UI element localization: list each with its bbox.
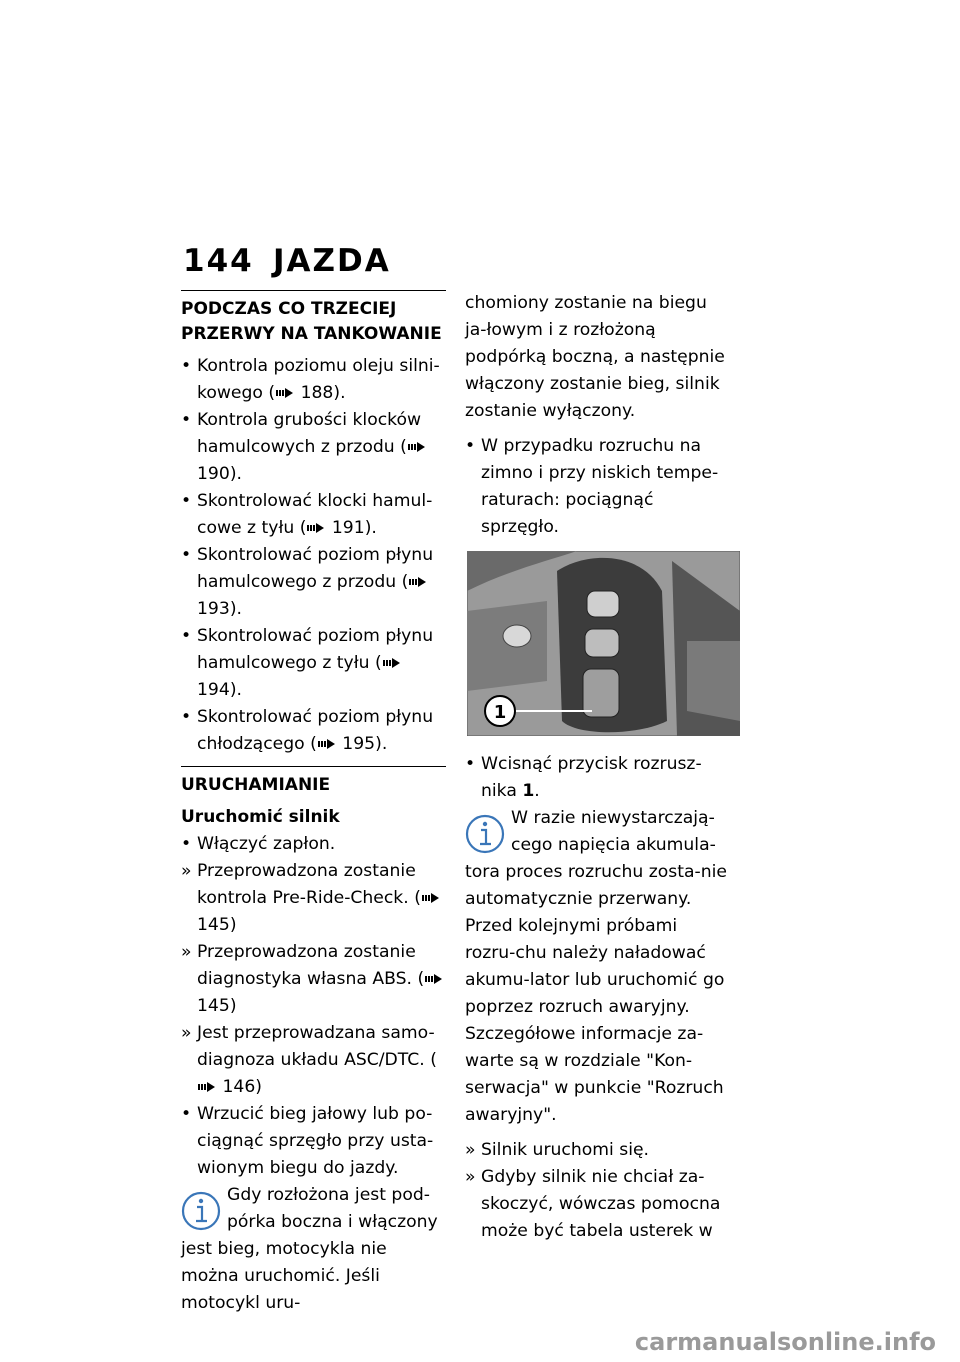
list-item <box>181 831 446 858</box>
list-item <box>181 1101 446 1182</box>
arrow-right-icon <box>306 522 326 534</box>
info-icon <box>465 813 505 855</box>
arrow-right-icon <box>382 657 402 669</box>
item-punct: ). <box>229 599 242 619</box>
item-punct: ) <box>255 1077 262 1097</box>
handlebar-switch-photo <box>467 551 740 736</box>
subsection-title: Uruchomić silnik <box>181 807 340 827</box>
bullet: • <box>181 626 192 646</box>
item-text: Skontrolować poziom płynu hamulcowego z tyłu ( <box>197 626 434 673</box>
note-battery <box>465 805 730 1129</box>
arrow-right-icon <box>317 738 337 750</box>
list-item <box>465 1164 730 1245</box>
item-text: Wrzucić bieg jałowy lub po-ciągnąć sprzęgło przy usta-wionym biegu do jazdy. <box>197 1104 434 1178</box>
page-header <box>183 243 391 279</box>
item-text: W przypadku rozruchu na zimno i przy niskich tempe-raturach: pociągnąć sprzęgło. <box>481 436 719 537</box>
bullet: • <box>181 356 192 376</box>
bullet: • <box>181 545 192 565</box>
bullet: • <box>181 410 192 430</box>
item-punct: ). <box>333 383 346 403</box>
list-item <box>181 858 446 939</box>
item-text: Wcisnąć przycisk rozrusz-nika <box>481 754 702 801</box>
section-rule <box>181 290 446 291</box>
right-column <box>465 290 730 1245</box>
list-item <box>465 1137 730 1164</box>
item-punct: ). <box>229 464 242 484</box>
item-text: Silnik uruchomi się. <box>481 1140 650 1160</box>
item-text: Kontrola grubości klocków hamulcowych z przodu ( <box>197 410 422 457</box>
page-ref[interactable]: 190 <box>197 464 230 484</box>
bullet: • <box>465 436 476 456</box>
item-text: Skontrolować poziom płynu hamulcowego z przodu ( <box>197 545 434 592</box>
item-punct: ). <box>375 734 388 754</box>
chapter-title: JAZDA <box>273 243 391 279</box>
item-punct: ). <box>364 518 377 538</box>
page-ref[interactable]: 194 <box>197 680 230 700</box>
item-punct: ) <box>229 915 237 935</box>
list-item <box>181 704 446 758</box>
list-item <box>181 488 446 542</box>
page-ref[interactable]: 188 <box>300 383 334 403</box>
watermark: carmanualsonline.info <box>634 1328 936 1356</box>
list-item <box>465 433 730 541</box>
arrow-right-icon <box>408 576 428 588</box>
list-item <box>181 407 446 488</box>
item-ref: 1 <box>522 781 535 801</box>
item-text: Gdyby silnik nie chciał za-skoczyć, wówczas pomocna może być tabela usterek w <box>481 1167 721 1241</box>
page-ref[interactable]: 191 <box>331 518 365 538</box>
note-text: Gdy rozłożona jest pod-pórka boczna i włączony jest bieg, motocykla nie można uruchomić. Jeśli motocykl uru- <box>181 1185 438 1313</box>
item-text: Kontrola poziomu oleju silni-kowego ( <box>197 356 440 403</box>
arrow-right-icon <box>197 1081 217 1093</box>
continued-text: chomiony zostanie na biegu ja-łowym i z rozłożoną podpórką boczną, a następnie włączony zostanie bieg, silnik zostanie wyłączony. <box>465 293 725 421</box>
callout-1: 1 <box>493 702 507 723</box>
item-punct: . <box>534 781 540 801</box>
refuel-checklist <box>181 353 446 758</box>
bullet: • <box>181 491 192 511</box>
list-item <box>181 542 446 623</box>
bullet: • <box>181 707 192 727</box>
item-punct: ). <box>229 680 242 700</box>
arrow-right-icon <box>407 441 427 453</box>
start-steps <box>181 831 446 1182</box>
bullet: • <box>181 1104 192 1124</box>
page-ref[interactable]: 195 <box>342 734 376 754</box>
note-text: W razie niewystarczają-cego napięcia akumula-tora proces rozruchu zosta-nie automatycznie przerwany. Przed kolejnymi próbami rozru-chu należy naładować akumu-lator lub uruchomić go poprzez rozruch awaryjny. Szczegółowe informacje za-warte są w rozdziale "Kon-serwacja" w punkcie "Rozruch awaryjny". <box>465 808 727 1125</box>
item-text: Przeprowadzona zostanie kontrola Pre-Ride-Check. ( <box>197 861 421 908</box>
item-text: Włączyć zapłon. <box>197 834 336 854</box>
page-ref[interactable]: 193 <box>197 599 230 619</box>
bullet: » <box>181 861 192 881</box>
arrow-right-icon <box>424 973 444 985</box>
item-punct: ) <box>229 996 237 1016</box>
section-rule <box>181 766 446 767</box>
section-title-refuel: PODCZAS CO TRZECIEJ PRZERWY NA TANKOWANIE <box>181 299 442 344</box>
list-item <box>181 939 446 1020</box>
bullet: » <box>181 1023 192 1043</box>
page-ref[interactable]: 145 <box>197 996 230 1016</box>
list-item <box>181 353 446 407</box>
list-item <box>181 623 446 704</box>
bullet: • <box>465 754 476 774</box>
item-text: Skontrolować klocki hamul-cowe z tyłu ( <box>197 491 433 538</box>
result-marker: » <box>465 1140 476 1160</box>
note-sidestand <box>181 1182 446 1317</box>
list-item <box>181 1020 446 1101</box>
list-item <box>465 751 730 805</box>
page-number: 144 <box>183 243 254 279</box>
arrow-right-icon <box>275 387 295 399</box>
arrow-right-icon <box>421 892 441 904</box>
info-icon <box>181 1190 221 1232</box>
item-text: Jest przeprowadzana samo-diagnoza układu ASC/DTC. ( <box>197 1023 437 1070</box>
item-text: Skontrolować poziom płynu chłodzącego ( <box>197 707 434 754</box>
bullet: • <box>181 834 192 854</box>
result-marker: » <box>465 1167 476 1187</box>
left-column <box>181 290 446 1317</box>
item-text: Przeprowadzona zostanie diagnostyka własna ABS. ( <box>197 942 425 989</box>
page-ref[interactable]: 146 <box>222 1077 256 1097</box>
bullet: » <box>181 942 192 962</box>
section-title-start: URUCHAMIANIE <box>181 775 331 795</box>
page-ref[interactable]: 145 <box>197 915 230 935</box>
